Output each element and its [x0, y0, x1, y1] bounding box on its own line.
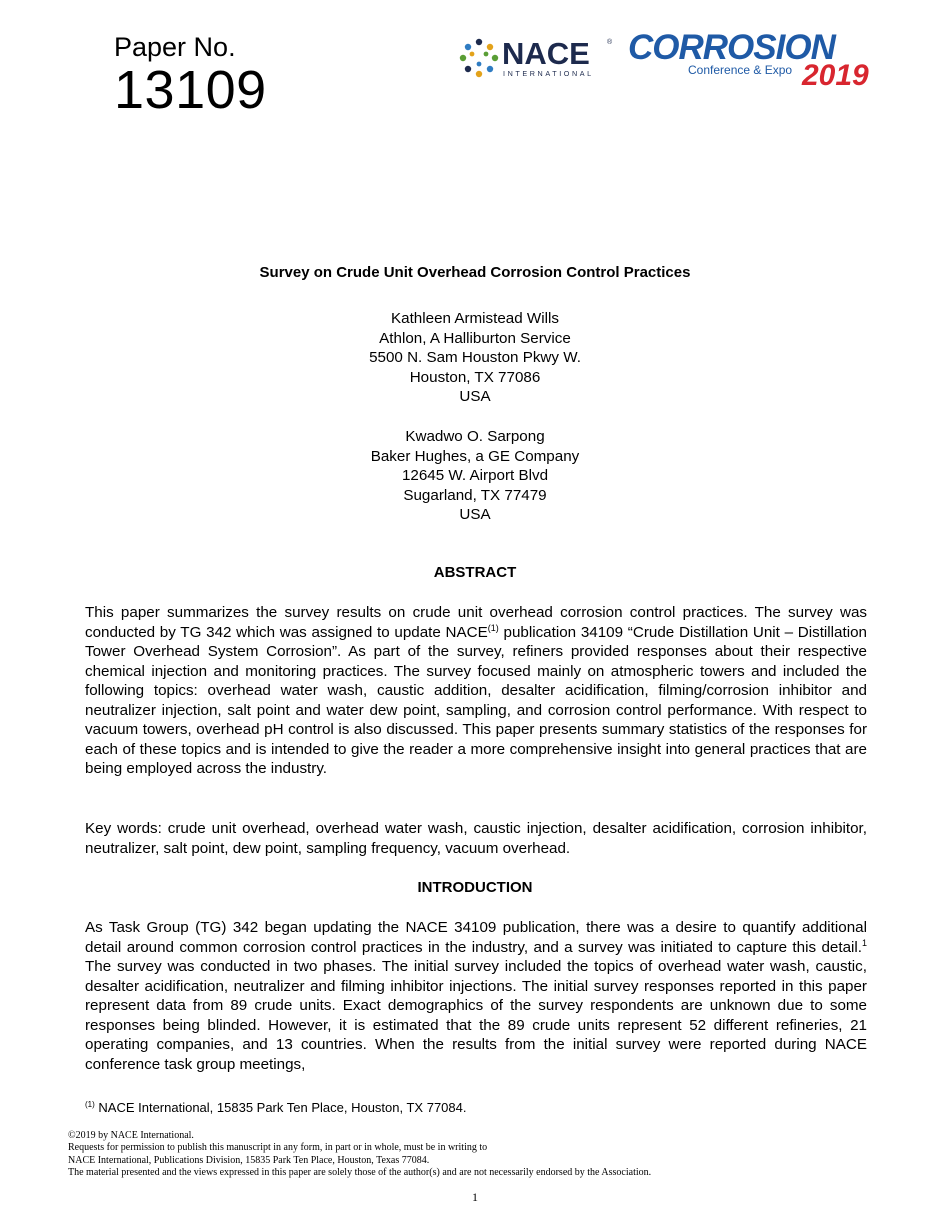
abstract-text-part-2: publication 34109 “Crude Distillation Unit – Distillation Tower Overhead System Corrosion”. As part of the survey, refiners provided responses about their respective chemical injection and monitoring practices. The survey focused mainly on atmospheric towers and included the following topics: overhead water wash, caustic addition, desalter acidification, filming/corrosion inhibitor and neutralizer injection, salt point and water dew point, sampling, and corrosion control performance. With respect to vacuum towers, overhead pH control is also discussed. This paper presents summary statistics of the responses for each of these topics and is intended to give the reader a more comprehensive insight into general practices that are being employed across the industry. — [85, 623, 867, 778]
footnote — [85, 1100, 466, 1115]
author-street: 5500 N. Sam Houston Pkwy W. — [369, 349, 581, 367]
corrosion-logo-text: CORROSION — [628, 28, 835, 67]
author-street: 12645 W. Airport Blvd — [401, 467, 549, 485]
disclaimer-line: The material presented and the views expressed in this paper are solely those of the author(s) and are not necessarily endorsed by the Association. — [68, 1167, 652, 1179]
author-block-1 — [0, 309, 950, 407]
keywords-paragraph: Key words: crude unit overhead, overhead water wash, caustic injection, desalter acidification, corrosion inhibitor, neutralizer, salt point, dew point, sampling frequency, vacuum overhead. — [85, 820, 867, 857]
nace-international-logo — [455, 34, 615, 80]
author-city: Houston, TX 77086 — [409, 368, 541, 386]
footnote-reference: (1) — [487, 622, 499, 633]
author-country: USA — [459, 506, 491, 524]
author-block-2 — [0, 427, 950, 525]
paper-number-block — [114, 32, 267, 120]
page-number: 1 — [472, 1190, 478, 1204]
year-2019-text: 2019 — [802, 59, 869, 88]
abstract-text-part-1: This paper summarizes the survey results on crude unit overhead corrosion control practices. The survey was conducted by TG 342 which was assigned to update NACE — [85, 604, 867, 641]
registered-mark: ® — [607, 39, 613, 46]
paper-title: Survey on Crude Unit Overhead Corrosion Control Practices — [259, 264, 691, 281]
nace-logo-text: NACE — [502, 36, 590, 71]
corrosion-2019-logo — [626, 28, 888, 88]
author-affiliation: Athlon, A Halliburton Service — [379, 329, 571, 347]
copyright-line: ©2019 by NACE International. — [68, 1130, 194, 1141]
abstract-paragraph — [85, 603, 867, 779]
introduction-paragraph — [85, 918, 867, 1074]
conference-expo-text: Conference & Expo — [688, 63, 793, 77]
author-city: Sugarland, TX 77479 — [403, 486, 547, 504]
permission-line: Requests for permission to publish this manuscript in any form, in part or in whole, must be in writing to — [68, 1142, 488, 1154]
abstract-heading: ABSTRACT — [433, 564, 517, 581]
author-name: Kwadwo O. Sarpong — [405, 428, 545, 445]
introduction-text-part-2: The survey was conducted in two phases. The initial survey included the topics of overhead water wash, caustic, desalter acidification, neutralizer and filming inhibitor injections. The initial survey responses reported in this paper represent data from 89 crude units. Exact demographics of the survey respondents are unknown due to some responses being blinded. However, it is estimated that the 89 crude units represent 52 different refineries, 21 operating companies, and 13 countries. When the results from the initial survey were reported during NACE conference task group meetings, — [85, 958, 867, 1073]
footnote-mark: (1) — [85, 1100, 95, 1109]
introduction-text-part-1: As Task Group (TG) 342 began updating the NACE 34109 publication, there was a desire to quantify additional detail around common corrosion control practices in the industry, and a survey was initiated to capture this detail. — [85, 919, 867, 956]
author-country: USA — [459, 388, 491, 406]
author-name: Kathleen Armistead Wills — [391, 310, 559, 327]
copyright-notice — [68, 1130, 868, 1180]
nace-globe-icon — [460, 39, 498, 77]
paper-number-label: Paper No. — [114, 32, 236, 62]
paper-number: 13109 — [114, 60, 267, 120]
reference-citation: 1 — [861, 937, 867, 948]
introduction-heading: INTRODUCTION — [417, 879, 533, 896]
nace-logo-subtext: INTERNATIONAL — [503, 69, 594, 78]
author-affiliation: Baker Hughes, a GE Company — [370, 447, 580, 465]
footnote-text: NACE International, 15835 Park Ten Place, Houston, TX 77084. — [94, 1100, 467, 1115]
address-line: NACE International, Publications Division, 15835 Park Ten Place, Houston, Texas 77084. — [68, 1154, 430, 1166]
